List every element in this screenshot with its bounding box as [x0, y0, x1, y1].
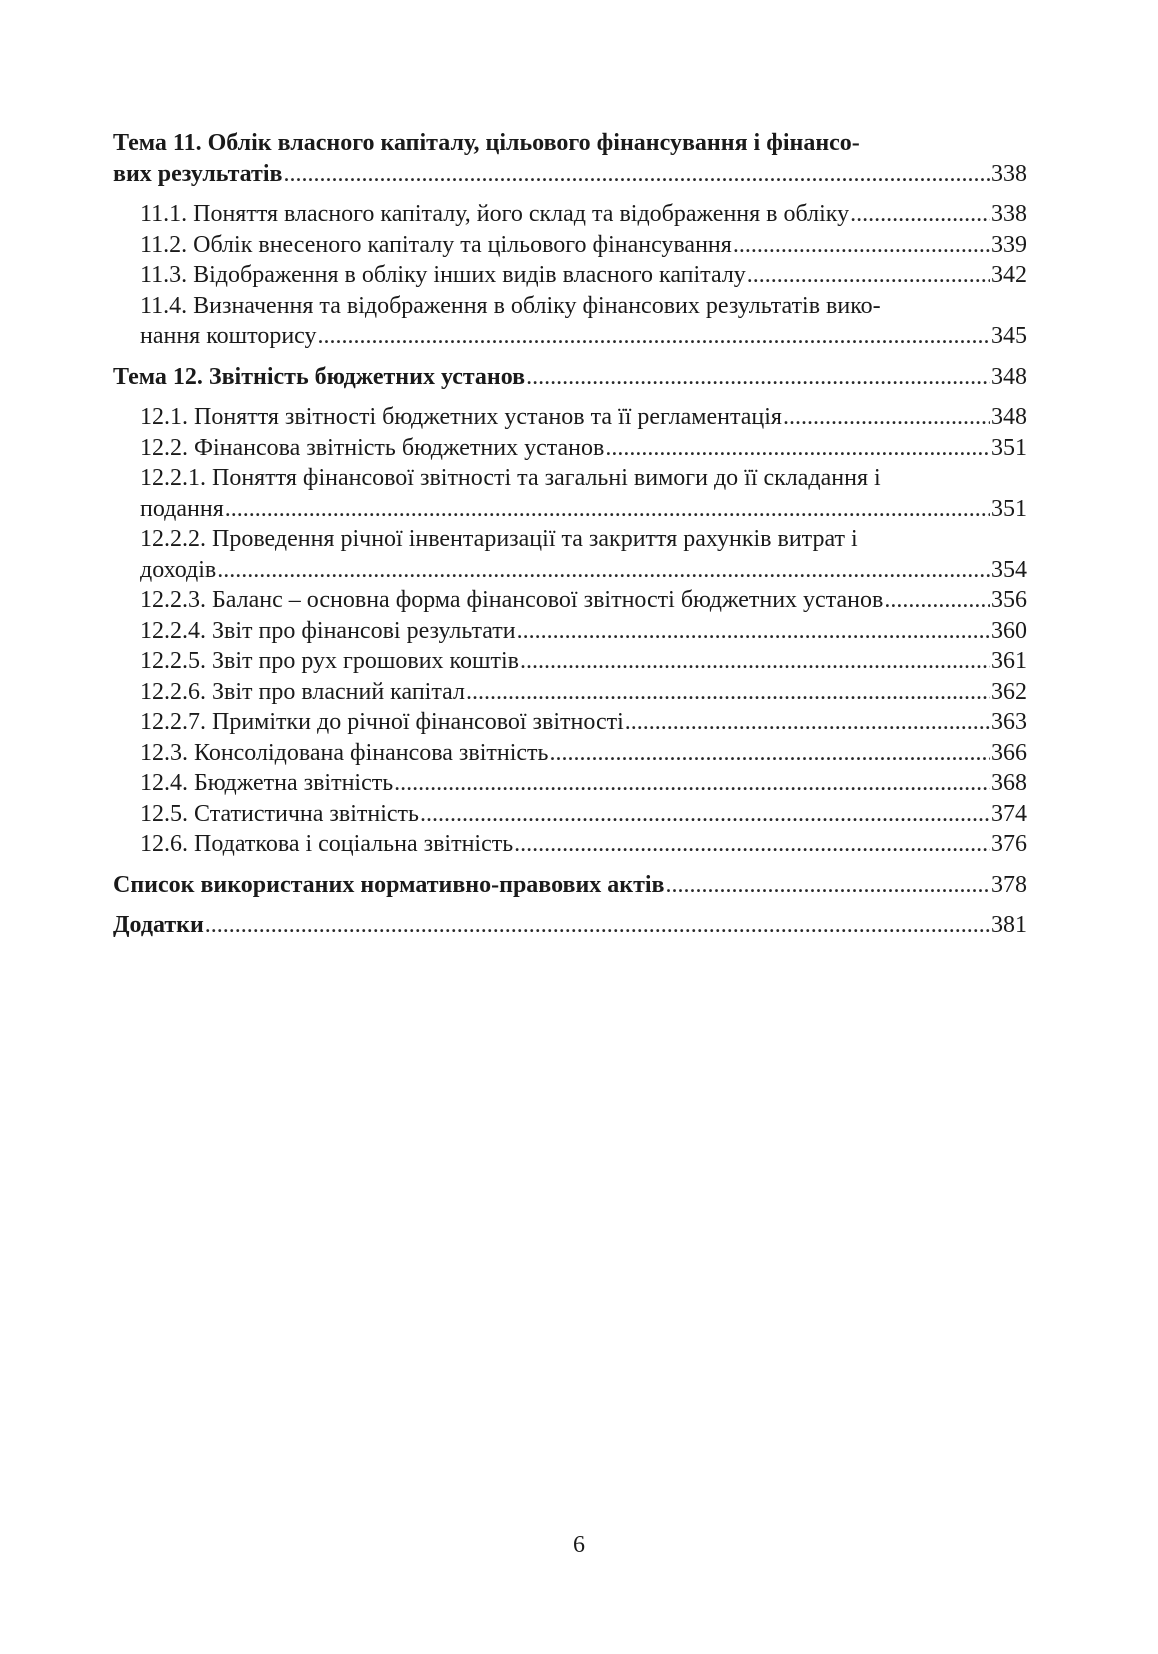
dot-leader — [517, 616, 990, 647]
toc-page-number: 361 — [991, 648, 1027, 674]
toc-entry-title: 12.2.6. Звіт про власний капітал — [140, 678, 465, 705]
toc-section-entry[interactable] — [113, 799, 1027, 830]
toc-section-entry[interactable] — [113, 402, 1027, 433]
toc-section-entry[interactable] — [113, 829, 1027, 860]
toc-entry-row — [140, 260, 1027, 291]
toc-section-entry[interactable] — [113, 524, 1027, 585]
toc-section-entry[interactable] — [113, 585, 1027, 616]
toc-page-number: 368 — [991, 770, 1027, 796]
dot-leader — [420, 799, 990, 830]
dot-leader — [466, 677, 990, 708]
dot-leader — [747, 260, 990, 291]
toc-section-entry[interactable] — [113, 463, 1027, 524]
toc-entry-title: Тема 12. Звітність бюджетних установ — [113, 363, 526, 390]
toc-page-number: 351 — [991, 495, 1027, 522]
toc-section-entry[interactable] — [113, 677, 1027, 708]
toc-entry-row — [140, 494, 1027, 525]
toc-entry-title-line: 12.2.1. Поняття фінансової звітності та загальні вимоги до її складання і — [140, 465, 881, 491]
toc-entry-title: 12.2.7. Примітки до річної фінансової звітності — [140, 709, 624, 735]
dot-leader — [520, 646, 990, 677]
toc-entry-title: 12.2.3. Баланс – основна форма фінансової звітності бюджетних установ — [140, 587, 884, 613]
toc-entry-row — [140, 616, 1027, 647]
toc-topic-entry[interactable] — [113, 870, 1027, 901]
toc-entry-title: 11.2. Облік внесеного капіталу та цільового фінансування — [140, 231, 732, 258]
toc-entry-title: 12.4. Бюджетна звітність — [140, 770, 394, 796]
toc-page-number: 354 — [991, 556, 1027, 583]
toc-page-number: 338 — [991, 160, 1027, 187]
toc-entry-title: Додатки — [113, 912, 204, 938]
toc-page-number: 342 — [991, 262, 1027, 288]
toc-section-entry[interactable] — [113, 230, 1027, 261]
toc-page-number: 381 — [991, 912, 1027, 938]
dot-leader — [549, 738, 990, 769]
toc-section-entry[interactable] — [113, 768, 1027, 799]
toc-entry-title: 12.2.5. Звіт про рух грошових коштів — [140, 648, 519, 674]
toc-section-entry[interactable] — [113, 260, 1027, 291]
toc-page-number: 356 — [991, 587, 1027, 613]
toc-page-number: 351 — [991, 434, 1027, 461]
toc-entry-title: нання кошторису — [140, 323, 317, 349]
toc-entry-row — [113, 362, 1027, 393]
dot-leader — [394, 768, 990, 799]
toc-page-number: 348 — [991, 404, 1027, 430]
dot-leader — [514, 829, 990, 860]
toc-entry-title: вих результатів — [113, 160, 283, 187]
toc-entry-row — [113, 870, 1027, 901]
toc-entry-row — [113, 910, 1027, 941]
toc-section-entry[interactable] — [113, 738, 1027, 769]
toc-section-entry[interactable] — [113, 199, 1027, 230]
toc-page-number: 376 — [991, 831, 1027, 857]
toc-topic-entry[interactable] — [113, 128, 1027, 189]
toc-entry-title: подання — [140, 495, 224, 522]
toc-entry-row — [140, 230, 1027, 261]
toc-entry-row — [140, 707, 1027, 738]
toc-entry-title-line: 11.4. Визначення та відображення в обліку фінансових результатів вико- — [140, 292, 881, 319]
toc-entry-title-line: Тема 11. Облік власного капіталу, цільового фінансування і фінансо- — [113, 130, 860, 156]
toc-entry-title: доходів — [140, 556, 217, 583]
dot-leader — [666, 870, 990, 901]
toc-page-number: 374 — [991, 800, 1027, 827]
toc-section-entry[interactable] — [113, 646, 1027, 677]
toc-entry-title: 12.3. Консолідована фінансова звітність — [140, 739, 549, 766]
toc-entry-title: 12.2. Фінансова звітність бюджетних установ — [140, 434, 605, 461]
toc-section-entry[interactable] — [113, 616, 1027, 647]
toc-entry-title: 12.1. Поняття звітності бюджетних установ та її регламентація — [140, 404, 782, 430]
toc-entry-row — [140, 585, 1027, 616]
toc-page-number: 362 — [991, 678, 1027, 705]
toc-entry-row — [140, 677, 1027, 708]
toc-entry-row — [140, 738, 1027, 769]
toc-entry-row — [140, 321, 1027, 352]
toc-page-number: 363 — [991, 709, 1027, 735]
toc-page-number: 378 — [991, 871, 1027, 898]
dot-leader — [625, 707, 990, 738]
toc-entry-row — [113, 159, 1027, 190]
toc-entry-row — [140, 402, 1027, 433]
toc-page-number: 348 — [991, 363, 1027, 390]
dot-leader — [283, 159, 990, 190]
toc-entry-row — [140, 768, 1027, 799]
table-of-contents — [113, 128, 1027, 941]
toc-topic-entry[interactable] — [113, 362, 1027, 393]
toc-entry-title-line: 12.2.2. Проведення річної інвентаризації та закриття рахунків витрат і — [140, 526, 858, 552]
dot-leader — [205, 910, 990, 941]
toc-entry-row — [140, 829, 1027, 860]
toc-page-number: 345 — [991, 323, 1027, 349]
toc-page-number: 338 — [991, 201, 1027, 227]
dot-leader — [884, 585, 990, 616]
page-number: 6 — [573, 1532, 585, 1558]
toc-page-number: 339 — [991, 231, 1027, 258]
toc-topic-entry[interactable] — [113, 910, 1027, 941]
toc-page-number: 366 — [991, 739, 1027, 766]
toc-entry-title: 12.2.4. Звіт про фінансові результати — [140, 617, 516, 644]
toc-entry-row — [140, 799, 1027, 830]
dot-leader — [733, 230, 990, 261]
dot-leader — [605, 433, 990, 464]
dot-leader — [783, 402, 990, 433]
dot-leader — [225, 494, 990, 525]
toc-entry-title: 12.5. Статистична звітність — [140, 800, 419, 827]
toc-entry-title: 11.1. Поняття власного капіталу, його склад та відображення в обліку — [140, 201, 850, 227]
toc-entry-row — [140, 199, 1027, 230]
toc-section-entry[interactable] — [113, 433, 1027, 464]
toc-section-entry[interactable] — [113, 291, 1027, 352]
dot-leader — [850, 199, 990, 230]
dot-leader — [526, 362, 990, 393]
toc-entry-title: 11.3. Відображення в обліку інших видів власного капіталу — [140, 262, 746, 288]
toc-section-entry[interactable] — [113, 707, 1027, 738]
toc-entry-row — [140, 646, 1027, 677]
toc-entry-row — [140, 555, 1027, 586]
toc-entry-title: Список використаних нормативно-правових актів — [113, 871, 665, 898]
toc-page-number: 360 — [991, 617, 1027, 644]
toc-entry-title: 12.6. Податкова і соціальна звітність — [140, 831, 514, 857]
toc-entry-row — [140, 433, 1027, 464]
dot-leader — [318, 321, 991, 352]
dot-leader — [217, 555, 990, 586]
